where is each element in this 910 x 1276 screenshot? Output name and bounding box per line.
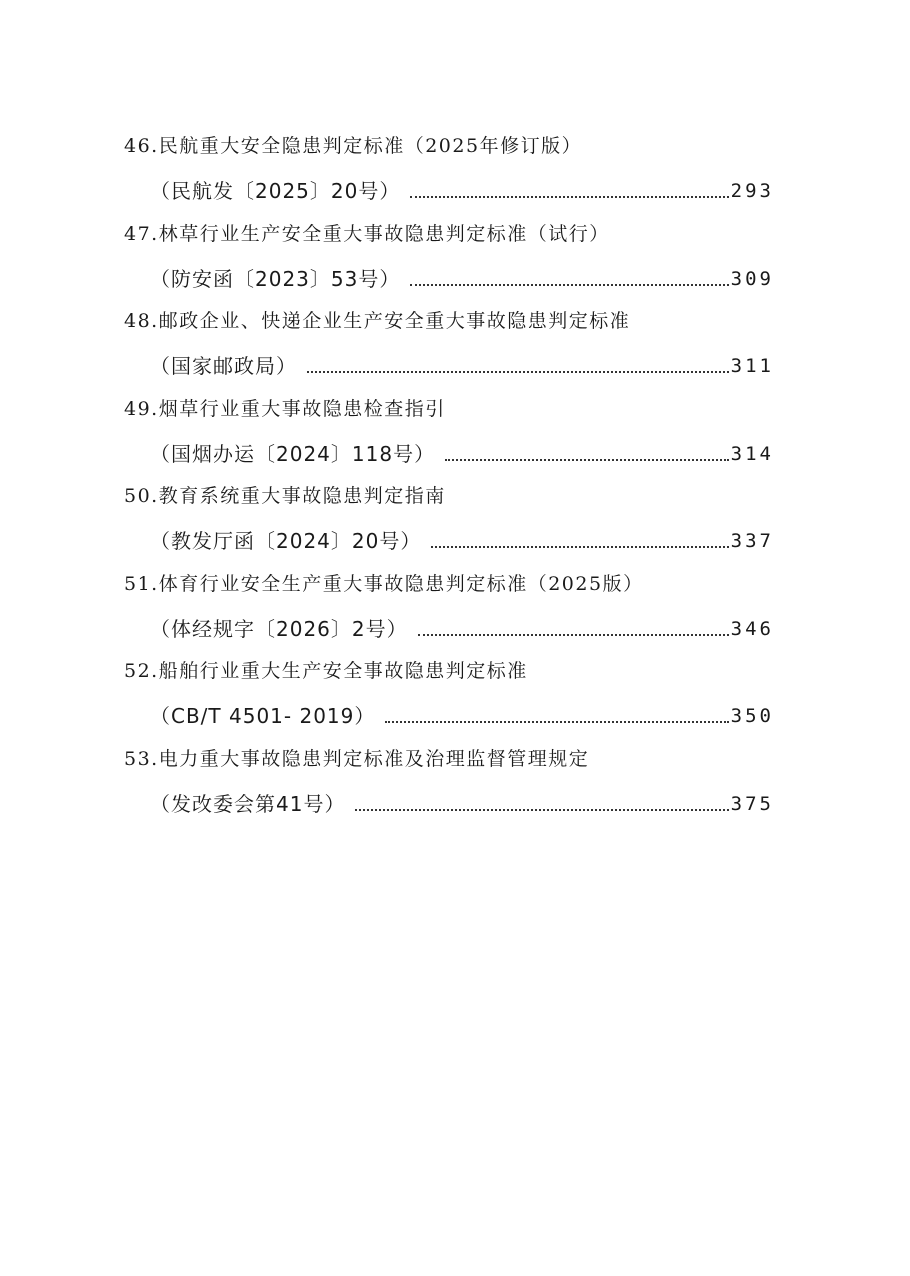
dot-leader xyxy=(355,808,728,811)
toc-entry-page-number: 375 xyxy=(730,793,774,815)
toc-entry-page-number: 337 xyxy=(730,530,774,552)
toc-entry-line[interactable] xyxy=(150,349,774,381)
toc-entry-source: （发改委会第41号） xyxy=(150,792,346,816)
toc-entry-source: （防安函〔2023〕53号） xyxy=(150,267,401,291)
toc-entry-source: （CB/T 4501- 2019） xyxy=(150,704,376,728)
toc-entry-title: 51.体育行业安全生产重大事故隐患判定标准（2025版） xyxy=(124,573,644,595)
toc-entry-line[interactable] xyxy=(150,437,774,469)
toc-entry-source: （国烟办运〔2024〕118号） xyxy=(150,442,436,466)
toc-entry-title: 53.电力重大事故隐患判定标准及治理监督管理规定 xyxy=(124,748,590,770)
dot-leader xyxy=(410,195,728,198)
toc-entry-line[interactable] xyxy=(150,174,774,206)
dot-leader xyxy=(418,633,729,636)
toc-entry-line[interactable] xyxy=(150,787,774,819)
toc-entry-title: 47.林草行业生产安全重大事故隐患判定标准（试行） xyxy=(124,223,610,245)
toc-entry-page-number: 311 xyxy=(730,355,774,377)
toc-entry-title: 46.民航重大安全隐患判定标准（2025年修订版） xyxy=(124,135,583,157)
toc-entry-page-number: 314 xyxy=(730,443,774,465)
toc-entry-source: （国家邮政局） xyxy=(150,354,297,378)
toc-entry-line[interactable] xyxy=(150,699,774,731)
toc-entry-title: 49.烟草行业重大事故隐患检查指引 xyxy=(124,398,446,420)
dot-leader xyxy=(431,545,728,548)
toc-entry-line[interactable] xyxy=(150,612,774,644)
toc-entry-source: （教发厅函〔2024〕20号） xyxy=(150,529,422,553)
toc-entry-page-number: 309 xyxy=(730,268,774,290)
toc-entry-page-number: 346 xyxy=(730,618,774,640)
dot-leader xyxy=(410,283,728,286)
toc-entry-source: （民航发〔2025〕20号） xyxy=(150,179,401,203)
toc-entry-page-number: 293 xyxy=(730,180,774,202)
toc-entry-page-number: 350 xyxy=(730,705,774,727)
toc-entry-title: 50.教育系统重大事故隐患判定指南 xyxy=(124,485,446,507)
toc-entry-title: 48.邮政企业、快递企业生产安全重大事故隐患判定标准 xyxy=(124,310,631,332)
dot-leader xyxy=(385,720,728,723)
toc-entry-title: 52.船舶行业重大生产安全事故隐患判定标准 xyxy=(124,660,528,682)
dot-leader xyxy=(307,370,729,373)
toc-entry-line[interactable] xyxy=(150,524,774,556)
dot-leader xyxy=(445,458,729,461)
toc-entry-source: （体经规字〔2026〕2号） xyxy=(150,617,408,641)
toc-entry-line[interactable] xyxy=(150,262,774,294)
